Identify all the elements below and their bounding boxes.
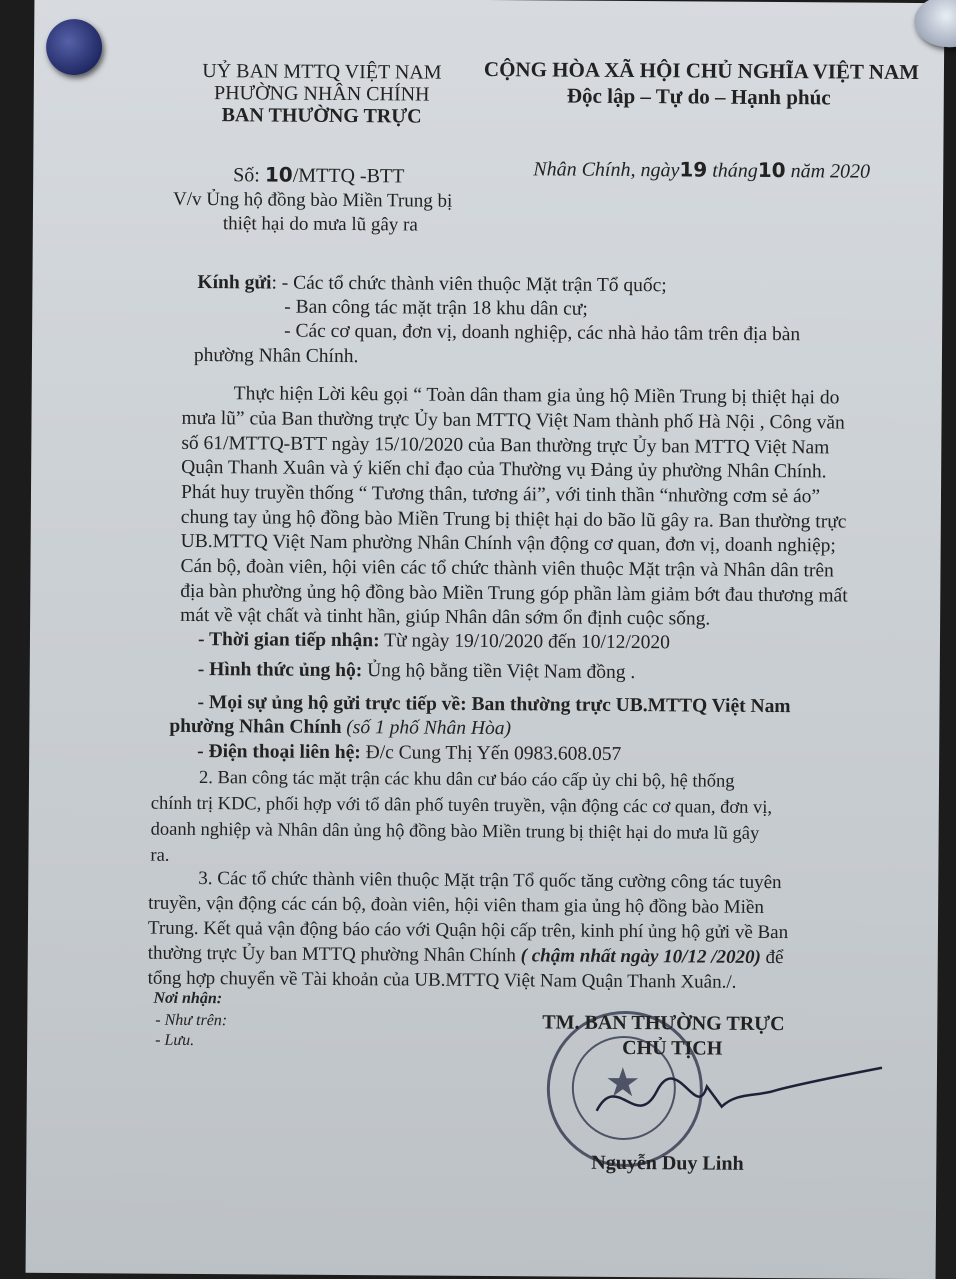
send-to-value: Ban thường trực UB.MTTQ Việt Nam	[471, 693, 791, 718]
receiver-item: - Lưu.	[155, 1031, 195, 1049]
date-prefix: Nhân Chính, ngày	[533, 158, 680, 182]
document-page	[26, 0, 945, 1279]
recipient-item: - Ban công tác mặt trận 18 khu dân cư;	[284, 296, 588, 320]
body-line: địa bàn phường ủng hộ đồng bào Miền Trung góp phần làm giảm bớt đau thương mất	[180, 580, 848, 607]
star-icon: ★	[604, 1059, 641, 1106]
signature-role: CHỦ TỊCH	[622, 1036, 723, 1060]
signature-title: TM. BAN THƯỜNG TRỰC	[542, 1011, 785, 1036]
body-line: Quận Thanh Xuân và ý kiến chỉ đạo của Thường vụ Đảng ủy phường Nhân Chính.	[181, 456, 827, 483]
date-year: năm 2020	[790, 160, 871, 183]
contact-phone-label: - Điện thoại liên hệ:	[197, 740, 361, 764]
support-form-label: - Hình thức ủng hộ:	[197, 658, 363, 682]
receipt-time	[198, 627, 670, 655]
body-line: Cán bộ, đoàn viên, hội viên các tổ chức thành viên thuộc Mặt trận và Nhân dân trên	[180, 555, 834, 582]
push-pin	[46, 19, 102, 75]
contact-phone-value: Đ/c Cung Thị Yến 0983.608.057	[365, 742, 622, 765]
national-header	[483, 56, 920, 111]
body-line: Phát huy truyền thống “ Tương thân, tương ái”, với tinh thần “nhường cơm sẻ áo”	[180, 481, 821, 508]
item-3-line: 3. Các tổ chức thành viên thuộc Mặt trận Tổ quốc tăng cường công tác tuyên	[198, 868, 782, 894]
national-title: CỘNG HÒA XÃ HỘI CHỦ NGHĨA VIỆT NAM	[483, 56, 920, 85]
body-line: UB.MTTQ Việt Nam phường Nhân Chính vận động cơ quan, đơn vị, doanh nghiệp;	[180, 530, 836, 557]
document-date	[533, 156, 870, 183]
item-2-line: ra.	[150, 845, 170, 866]
item-3-line: Trung. Kết quả vận động báo cáo với Quận hội cấp trên, kinh phí ủng hộ gửi về Ban	[147, 917, 789, 944]
handwritten-signature	[586, 1051, 887, 1143]
send-to-address: (số 1 phố Nhân Hòa)	[346, 717, 512, 740]
item-3-line: truyền, vận động các cán bộ, đoàn viên, hội viên tham gia ủng hộ đồng bào Miền	[148, 892, 764, 918]
issuer-header	[202, 60, 442, 128]
body-line: Thực hiện Lời kêu gọi “ Toàn dân tham gia ủng hộ Miền Trung bị thiệt hại do	[233, 383, 840, 409]
support-form	[198, 657, 636, 685]
doc-number-prefix: Số:	[233, 164, 260, 187]
receivers-title: Nơi nhận:	[153, 989, 223, 1008]
body-line: chung tay ủng hộ đồng bào Miền Trung bị thiệt hại do bão lũ gây ra. Ban thường trực	[180, 506, 847, 533]
document-number	[233, 162, 404, 188]
subject	[173, 188, 453, 238]
subject-line: V/v Ủng hộ đồng bào Miền Trung bị	[172, 188, 453, 212]
date-day: 19	[679, 157, 708, 182]
send-to-ward: phường Nhân Chính	[169, 715, 342, 738]
issuer-line: PHƯỜNG NHÂN CHÍNH	[213, 82, 430, 106]
issuer-line: BAN THƯỜNG TRỰC	[221, 104, 422, 128]
date-month: 10	[757, 157, 786, 183]
receipt-time-value: Từ ngày 19/10/2020 đến 10/12/2020	[384, 630, 670, 654]
recipient-item: : - Các tổ chức thành viên thuộc Mặt trận Tổ quốc;	[271, 272, 667, 297]
item-3-text: thường trực Ủy ban MTTQ phường Nhân Chính	[147, 942, 517, 967]
send-to-cont	[169, 714, 511, 741]
recipients-label: Kính gửi	[197, 271, 272, 294]
item-3-line: tổng hợp chuyển về Tài khoản của UB.MTTQ Việt Nam Quận Thanh Xuân./.	[147, 967, 737, 993]
doc-number-handwritten: 10	[264, 162, 293, 187]
support-form-value: Ủng hộ bằng tiền Việt Nam đồng .	[367, 660, 636, 684]
body-line: mưa lũ” của Ban thường trực Ủy ban MTTQ Việt Nam thành phố Hà Nội , Công văn	[181, 407, 845, 434]
push-pin	[914, 0, 956, 47]
contact-phone	[197, 739, 621, 767]
item-2-line: chính trị KDC, phối hợp với tổ dân phố tuyên truyền, vận động các cơ quan, đơn vị,	[150, 793, 773, 819]
send-to-label: - Mọi sự ủng hộ gửi trực tiếp về:	[197, 691, 467, 715]
national-motto: Độc lập – Tự do – Hạnh phúc	[566, 83, 831, 110]
receiver-item: - Như trên:	[155, 1011, 228, 1030]
item-2-line: 2. Ban công tác mặt trận các khu dân cư báo cáo cấp ủy chi bộ, hệ thống	[198, 768, 735, 792]
body-line: số 61/MTTQ-BTT ngày 15/10/2020 của Ban thường trực Ủy ban MTTQ Việt Nam	[181, 432, 830, 459]
issuer-line: UỶ BAN MTTQ VIỆT NAM	[202, 60, 442, 84]
receipt-time-label: - Thời gian tiếp nhận:	[197, 628, 380, 652]
item-3-text: để	[765, 946, 784, 969]
date-month-label: tháng	[712, 159, 758, 182]
subject-line: thiệt hại do mưa lũ gây ra	[222, 213, 418, 236]
recipient-item: - Các cơ quan, đơn vị, doanh nghiệp, các nhà hảo tâm trên địa bàn	[284, 320, 801, 346]
item-3-deadline: ( chậm nhất ngày 10/12 /2020)	[520, 945, 761, 968]
signer-name: Nguyễn Duy Linh	[591, 1151, 744, 1175]
doc-number-suffix: /MTTQ -BTT	[292, 164, 405, 188]
recipient-item-cont: phường Nhân Chính.	[193, 344, 359, 368]
item-2-line: doanh nghiệp và Nhân dân ủng hộ đồng bào Miền trung bị thiệt hại do mưa lũ gây	[150, 819, 760, 844]
body-line: mát về vật chất và tinht hần, giúp Nhân dân sớm ổn định cuộc sống.	[180, 604, 711, 630]
